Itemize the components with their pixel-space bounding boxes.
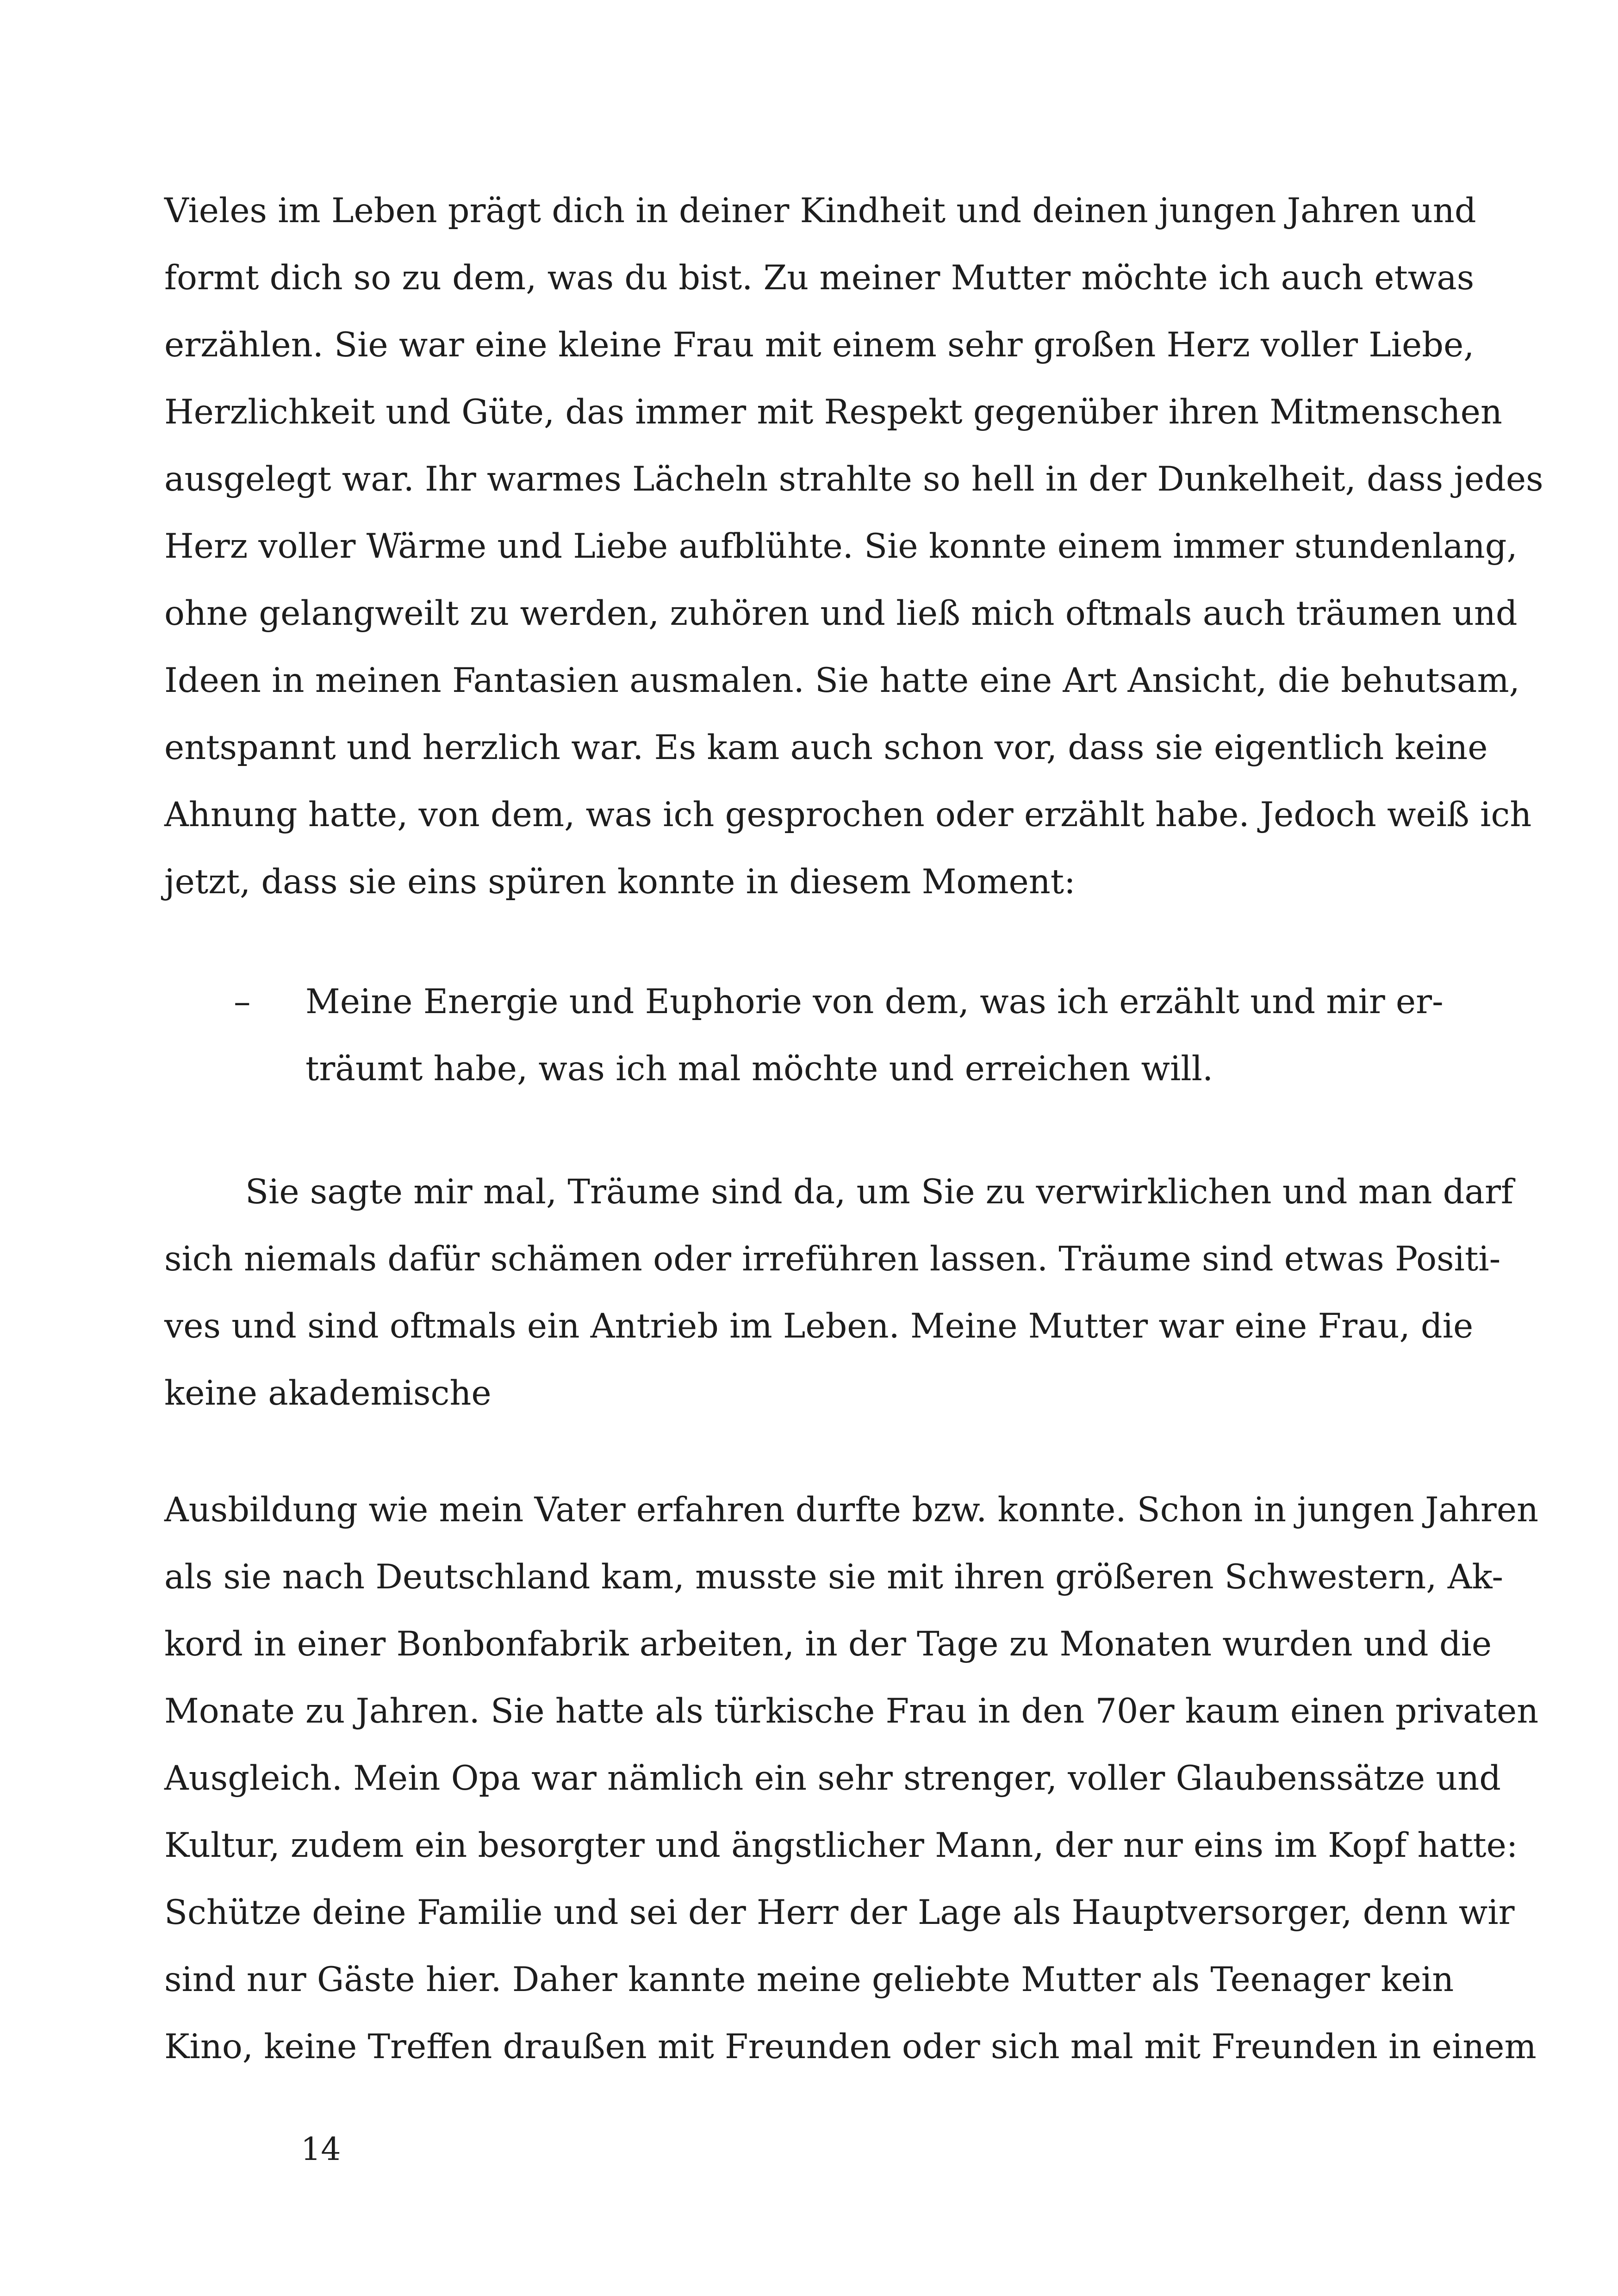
- text-line: sich niemals dafür schämen oder irreführen lassen. Träume sind etwas Positi-: [164, 1239, 1501, 1279]
- text-line: entspannt und herzlich war. Es kam auch schon vor, dass sie eigentlich keine: [164, 728, 1488, 767]
- text-line: Kino, keine Treffen draußen mit Freunden oder sich mal mit Freunden in einem: [164, 2027, 1537, 2066]
- text-line: keine akademische: [164, 1374, 492, 1413]
- bullet-dash-marker: –: [234, 982, 251, 1021]
- text-line: Kultur, zudem ein besorgter und ängstlicher Mann, der nur eins im Kopf hatte:: [164, 1826, 1518, 1865]
- text-line: Ausbildung wie mein Vater erfahren durfte bzw. konnte. Schon in jungen Jahren: [164, 1490, 1539, 1530]
- text-line: formt dich so zu dem, was du bist. Zu meiner Mutter möchte ich auch etwas: [164, 258, 1475, 298]
- text-line: kord in einer Bonbonfabrik arbeiten, in der Tage zu Monaten wurden und die: [164, 1624, 1492, 1664]
- text-line: Sie sagte mir mal, Träume sind da, um Sie zu verwirklichen und man darf: [245, 1172, 1513, 1212]
- paragraph-education: [164, 1476, 1539, 2080]
- text-line: Herz voller Wärme und Liebe aufblühte. Sie konnte einem immer stundenlang,: [164, 527, 1518, 566]
- text-line: Vieles im Leben prägt dich in deiner Kindheit und deinen jungen Jahren und: [164, 191, 1476, 230]
- text-line: Ausgleich. Mein Opa war nämlich ein sehr strenger, voller Glaubenssätze und: [164, 1759, 1501, 1798]
- text-line: als sie nach Deutschland kam, musste sie mit ihren größeren Schwestern, Ak-: [164, 1557, 1504, 1597]
- paragraph-intro: [164, 177, 1543, 915]
- text-line: ohne gelangweilt zu werden, zuhören und ließ mich oftmals auch träumen und: [164, 594, 1518, 633]
- bullet-text-line: träumt habe, was ich mal möchte und erreichen will.: [305, 1049, 1214, 1089]
- text-line: Ahnung hatte, von dem, was ich gesprochen oder erzählt habe. Jedoch weiß ich: [164, 795, 1532, 834]
- paragraph-dreams: [164, 1158, 1513, 1427]
- text-line: sind nur Gäste hier. Daher kannte meine geliebte Mutter als Teenager kein: [164, 1960, 1454, 1999]
- text-line: ves und sind oftmals ein Antrieb im Leben. Meine Mutter war eine Frau, die: [164, 1307, 1474, 1346]
- text-line: ausgelegt war. Ihr warmes Lächeln strahlte so hell in der Dunkelheit, dass jedes: [164, 460, 1543, 499]
- text-line: Monate zu Jahren. Sie hatte als türkische Frau in den 70er kaum einen privaten: [164, 1692, 1539, 1731]
- page-number: 14: [301, 2131, 341, 2168]
- text-line: erzählen. Sie war eine kleine Frau mit einem sehr großen Herz voller Liebe,: [164, 325, 1475, 365]
- text-line: jetzt, dass sie eins spüren konnte in diesem Moment:: [164, 862, 1076, 902]
- bullet-item: [305, 968, 1444, 1102]
- bullet-text-line: Meine Energie und Euphorie von dem, was ich erzählt und mir er-: [305, 982, 1444, 1021]
- text-line: Ideen in meinen Fantasien ausmalen. Sie hatte eine Art Ansicht, die behutsam,: [164, 661, 1520, 700]
- text-line: Schütze deine Familie und sei der Herr der Lage als Hauptversorger, denn wir: [164, 1893, 1515, 1932]
- text-line: Herzlichkeit und Güte, das immer mit Respekt gegenüber ihren Mitmenschen: [164, 392, 1502, 432]
